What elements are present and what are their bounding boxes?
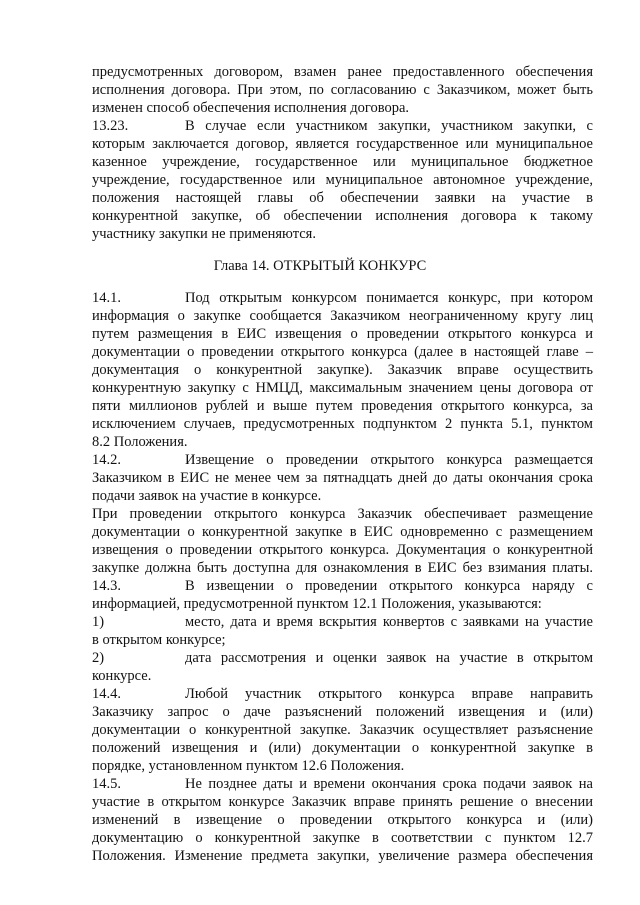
clause-line (92, 117, 593, 135)
text-line: документация о конкурентной закупке). Заказчик вправе осуществить (92, 362, 593, 378)
text-line: предусмотренных договором, взамен ранее предоставленного обеспечения (92, 64, 593, 80)
text-line: Заказчику запрос о даче разъяснений положений извещения и (или) (92, 704, 593, 720)
clause-number: 13.23. (92, 118, 129, 134)
clause-line (92, 577, 593, 595)
list-item-text: место, дата и время вскрытия конвертов с заявками на участие (185, 614, 593, 630)
list-item-number: 2) (92, 650, 105, 666)
clause-line (92, 685, 593, 703)
text-line: исполнения договора. При этом, по согласованию с Заказчиком, может быть (92, 82, 593, 98)
text-line: подачи заявок на участие в конкурсе. (92, 488, 322, 504)
text-line: которым заключается договор, является государственное или муниципальное (92, 136, 593, 152)
text-line: в открытом конкурсе; (92, 632, 226, 648)
text-line: Заказчиком в ЕИС не менее чем за пятнадцать дней до даты окончания срока (92, 470, 593, 486)
text-line: документации о конкурентной закупке в ЕИС одновременно с размещением (92, 524, 593, 540)
clause-text: Под открытым конкурсом понимается конкурс, при котором (185, 290, 593, 306)
clause-number: 14.2. (92, 452, 121, 468)
text-line: Положения. Изменение предмета закупки, увеличение размера обеспечения (92, 848, 593, 864)
text-line: закупке должна быть доступна для ознакомления в ЕИС без взимания платы. (92, 560, 593, 576)
text-line: изменений в извещение о проведении открытого конкурса и (или) (92, 812, 593, 828)
clause-number: 14.5. (92, 776, 121, 792)
text-line: казенное учреждение, государственное или муниципальное бюджетное (92, 154, 593, 170)
list-item-line (92, 613, 593, 631)
clause-number: 14.1. (92, 290, 121, 306)
text-line: 8.2 Положения. (92, 434, 188, 450)
text-line: конкурентную закупку с НМЦД, максимальным значением цены договора от (92, 380, 593, 396)
clause-text: В извещении о проведении открытого конкурса наряду с (185, 578, 593, 594)
clause-line (92, 451, 593, 469)
chapter-heading: Глава 14. ОТКРЫТЫЙ КОНКУРС (213, 258, 427, 274)
text-line: путем размещения в ЕИС извещения о проведении открытого конкурса и (92, 326, 593, 342)
clause-line (92, 289, 593, 307)
list-item-line (92, 649, 593, 667)
text-line: конкурентной закупке, об обеспечении исполнения договора к такому (92, 208, 593, 224)
text-line: участие в открытом конкурсе Заказчик вправе принять решение о внесении (92, 794, 593, 810)
list-item-number: 1) (92, 614, 105, 630)
clause-number: 14.4. (92, 686, 121, 702)
list-item-text: дата рассмотрения и оценки заявок на участие в открытом (185, 650, 593, 666)
text-line: информация о закупке сообщается Заказчиком неограниченному кругу лиц (92, 308, 593, 324)
text-line: исключением случаев, предусмотренных подпунктом 2 пункта 5.1, пунктом (92, 416, 593, 432)
text-line: документации о конкурентной закупке. Заказчик осуществляет разъяснение (92, 722, 593, 738)
text-line: конкурсе. (92, 668, 152, 684)
text-line: документации о проведении открытого конкурса (далее в настоящей главе – (92, 344, 593, 360)
clause-text: Не позднее даты и времени окончания срока подачи заявок на (185, 776, 593, 792)
text-line: положения настоящей главы об обеспечении заявки на участие в (92, 190, 593, 206)
text-line: порядке, установленном пунктом 12.6 Положения. (92, 758, 405, 774)
clause-text: В случае если участником закупки, участником закупки, с (185, 118, 593, 134)
text-line: документацию о конкурентной закупке в соответствии с пунктом 12.7 (92, 830, 593, 846)
text-line: положений извещения и (или) документации о конкурентной закупке в (92, 740, 593, 756)
text-line: изменен способ обеспечения исполнения договора. (92, 100, 410, 116)
text-line: При проведении открытого конкурса Заказчик обеспечивает размещение (92, 506, 593, 522)
clause-text: Любой участник открытого конкурса вправе направить (185, 686, 593, 702)
clause-number: 14.3. (92, 578, 121, 594)
text-line: пяти миллионов рублей и выше путем проведения открытого конкурса, за (92, 398, 593, 414)
text-line: участнику закупки не применяются. (92, 226, 316, 242)
clause-text: Извещение о проведении открытого конкурса размещается (185, 452, 593, 468)
clause-line (92, 775, 593, 793)
text-line: информацией, предусмотренной пунктом 12.1 Положения, указываются: (92, 596, 542, 612)
text-line: извещения о проведении открытого конкурса. Документация о конкурентной (92, 542, 593, 558)
text-line: учреждение, государственное или муниципальное автономное учреждение, (92, 172, 593, 188)
